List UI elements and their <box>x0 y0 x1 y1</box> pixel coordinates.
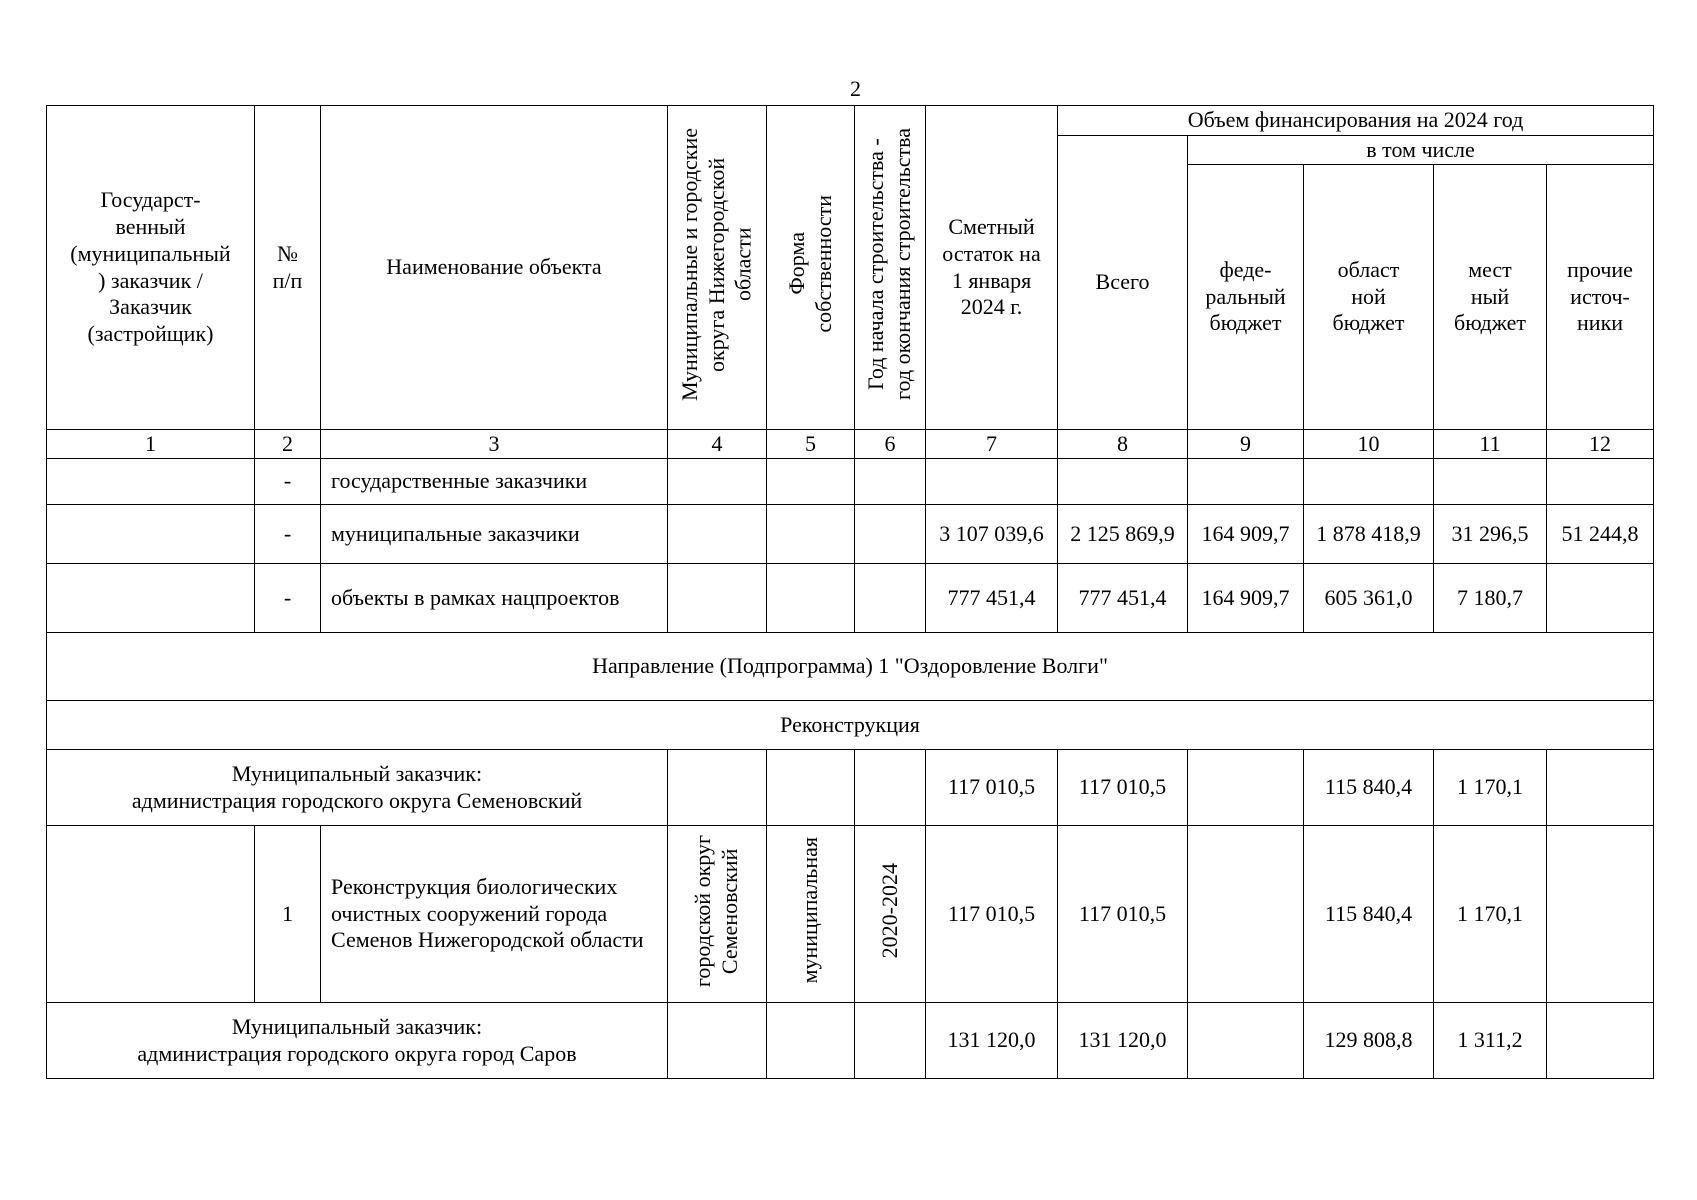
row-number: - <box>255 505 321 564</box>
col-number: 6 <box>855 430 926 459</box>
row-name: объекты в рамках нацпроектов <box>321 564 668 633</box>
cell-value <box>926 459 1058 505</box>
cell-value <box>1188 459 1304 505</box>
cell-value: 777 451,4 <box>1058 564 1188 633</box>
page-number: 2 <box>850 76 861 101</box>
cell-value <box>1434 459 1547 505</box>
object-ownership: муниципальная <box>767 826 855 1003</box>
cell-value: 117 010,5 <box>926 826 1058 1003</box>
cell-value: 605 361,0 <box>1304 564 1434 633</box>
col-number: 1 <box>47 430 255 459</box>
header-object-name: Наименование объекта <box>321 106 668 430</box>
col-number: 7 <box>926 430 1058 459</box>
cell-value: 777 451,4 <box>926 564 1058 633</box>
cell-value: 31 296,5 <box>1434 505 1547 564</box>
cell-value: 115 840,4 <box>1304 750 1434 826</box>
table-row <box>47 459 1654 505</box>
cell-value: 129 808,8 <box>1304 1003 1434 1079</box>
col-number: 11 <box>1434 430 1547 459</box>
col-number: 4 <box>668 430 767 459</box>
cell-value <box>1547 826 1654 1003</box>
header-including: в том числе <box>1188 136 1654 165</box>
cell-value: 117 010,5 <box>1058 826 1188 1003</box>
header-total: Всего <box>1058 136 1188 430</box>
customer-label: Муниципальный заказчик: администрация городского округа Семеновский <box>47 750 668 826</box>
cell-value: 2 125 869,9 <box>1058 505 1188 564</box>
customer-label: Муниципальный заказчик: администрация городского округа город Саров <box>47 1003 668 1079</box>
header-federal: феде- ральный бюджет <box>1188 165 1304 430</box>
cell-value <box>1547 1003 1654 1079</box>
cell-value: 115 840,4 <box>1304 826 1434 1003</box>
financing-table <box>46 105 1654 1079</box>
cell-value <box>1547 459 1654 505</box>
cell-value: 117 010,5 <box>926 750 1058 826</box>
cell-value <box>1304 459 1434 505</box>
row-number: - <box>255 564 321 633</box>
table-row <box>47 505 1654 564</box>
cell-value <box>1547 564 1654 633</box>
cell-value: 51 244,8 <box>1547 505 1654 564</box>
object-row <box>47 826 1654 1003</box>
table-row <box>47 564 1654 633</box>
section-title: Реконструкция <box>47 701 1654 750</box>
customer-row <box>47 750 1654 826</box>
cell-value <box>1058 459 1188 505</box>
cell-value: 117 010,5 <box>1058 750 1188 826</box>
cell-value: 1 311,2 <box>1434 1003 1547 1079</box>
header-regional: област ной бюджет <box>1304 165 1434 430</box>
header-local: мест ный бюджет <box>1434 165 1547 430</box>
cell-value: 3 107 039,6 <box>926 505 1058 564</box>
header-other: прочие источ- ники <box>1547 165 1654 430</box>
col-number: 3 <box>321 430 668 459</box>
col-number: 2 <box>255 430 321 459</box>
cell-value: 131 120,0 <box>1058 1003 1188 1079</box>
col-number: 8 <box>1058 430 1188 459</box>
col-number: 9 <box>1188 430 1304 459</box>
cell-value: 1 878 418,9 <box>1304 505 1434 564</box>
header-ownership: Форма собственности <box>767 106 855 430</box>
object-years: 2020-2024 <box>855 826 926 1003</box>
row-name: муниципальные заказчики <box>321 505 668 564</box>
cell-value: 164 909,7 <box>1188 564 1304 633</box>
header-customer: Государст- венный (муниципальный ) заказчик / Заказчик (застройщик) <box>47 106 255 430</box>
cell-value <box>1188 750 1304 826</box>
header-financing-title: Объем финансирования на 2024 год <box>1058 106 1654 136</box>
cell-value: 1 170,1 <box>1434 750 1547 826</box>
header-number: № п/п <box>255 106 321 430</box>
header-years: Год начала строительства - год окончания строительства <box>855 106 926 430</box>
header-districts: Муниципальные и городские округа Нижегородской области <box>668 106 767 430</box>
col-number: 12 <box>1547 430 1654 459</box>
cell-value <box>1547 750 1654 826</box>
direction-title: Направление (Подпрограмма) 1 "Оздоровление Волги" <box>47 633 1654 701</box>
col-number: 10 <box>1304 430 1434 459</box>
cell-value: 164 909,7 <box>1188 505 1304 564</box>
cell-value <box>1188 826 1304 1003</box>
header-estimate: Сметный остаток на 1 января 2024 г. <box>926 106 1058 430</box>
col-number: 5 <box>767 430 855 459</box>
cell-value: 131 120,0 <box>926 1003 1058 1079</box>
cell-value <box>1188 1003 1304 1079</box>
object-district: городской округ Семеновский <box>668 826 767 1003</box>
cell-value: 1 170,1 <box>1434 826 1547 1003</box>
row-number: 1 <box>255 826 321 1003</box>
object-name: Реконструкция биологических очистных сооружений города Семенов Нижегородской области <box>321 826 668 1003</box>
cell-value: 7 180,7 <box>1434 564 1547 633</box>
row-number: - <box>255 459 321 505</box>
customer-row <box>47 1003 1654 1079</box>
row-name: государственные заказчики <box>321 459 668 505</box>
column-numbers-row <box>47 430 1654 459</box>
